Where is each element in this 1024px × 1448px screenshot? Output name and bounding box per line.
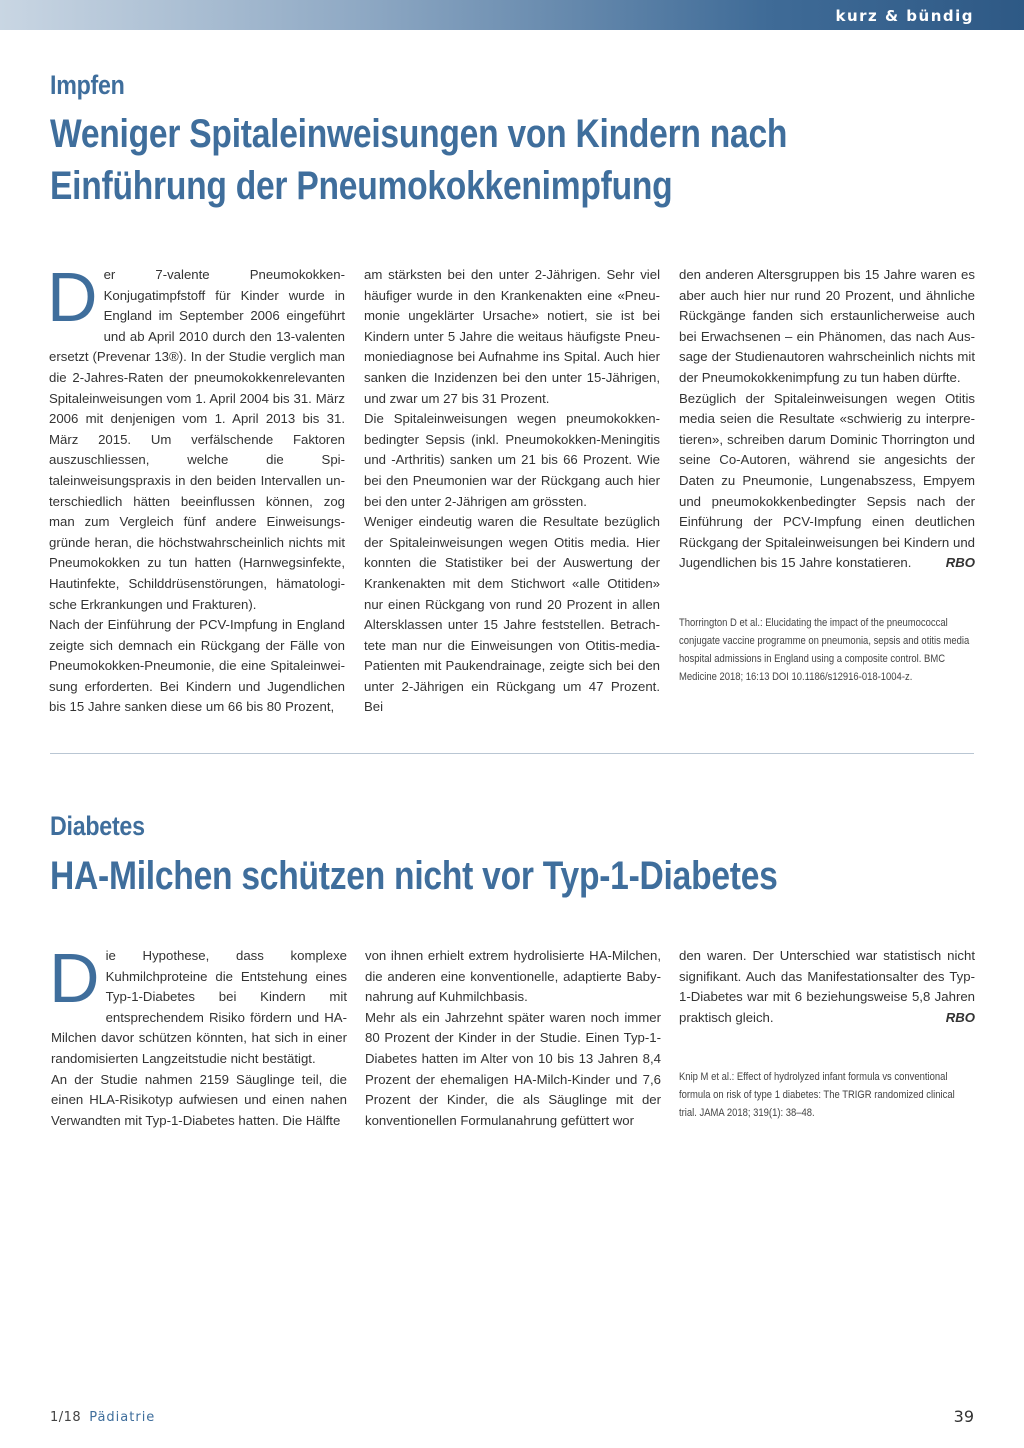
- section-label: kurz & bündig: [835, 7, 974, 25]
- article1-col2-paragraph-2: Die Spitaleinweisungen wegen pneumokokkenbedingter Sepsis (inkl. Pneumokokken-Meningitis und -Arthritis) sanken um 21 bis 66 Prozent. Wie bei den Pneumonien war der Rückgang auch hier bei den unter 2-Jährigen am grössten.: [364, 411, 660, 509]
- article1-col1-paragraph-2: Nach der Einführung der PCV-Impfung in England zeigte sich demnach ein Rückgang der Fälle von Pneumokokken-Pneumonie, die eine Spitaleinweisung erforderten. Bei Kindern und Jugendlichen bis 15 Jahre sanken diese um 66 bis 80 Prozent,: [49, 617, 345, 715]
- article2-reference: Knip M et al.: Effect of hydrolyzed infant formula vs conventional formula on risk of type 1 diabetes: The TRIGR randomized clinical trial. JAMA 2018; 319(1): 38–48.: [679, 1071, 955, 1119]
- article1-dropcap: D: [47, 258, 98, 336]
- article2-col2-paragraph-2: Mehr als ein Jahrzehnt später waren noch immer 80 Prozent der Kinder in der Studie. Einen Typ-1-Diabetes hatten im Alter von 10 bis 13 Jahren 8,4 Prozent der ehemaligen HA-Milch-Kinder und 7,6 Prozent der Kinder, die als Säuglinge mit der konventionellen Formulanahrung gefüttert wor: [365, 1009, 661, 1128]
- article1-col2-paragraph-3: Weniger eindeutig waren die Resultate bezüglich der Spitaleinweisungen wegen Otitis media. Hier konnten die Statistiker bei der Auswertung der Krankenakten mit dem Stichwort «alle Otitiden» nur einen Rückgang von rund 20 Prozent in allen Altersklassen unter 15 Jahre feststellen. Betrachtete man nur die Einweisungen von Otitis-media-Patienten mit Paukendrainage, zeigte sich bei den unter 2-Jährigen ein Rückgang um 47 Prozent. Bei: [364, 514, 660, 715]
- article1-title: Weniger Spitaleinweisungen von Kindern nach Einführung der Pneumokokkenimpfung: [50, 112, 788, 208]
- footer-page-number: 39: [953, 1407, 974, 1426]
- article2-column-2: [365, 946, 661, 1131]
- article1-kicker: Impfen: [50, 70, 125, 100]
- article2-title: HA-Milchen schützen nicht vor Typ-1-Diabetes: [50, 854, 778, 898]
- footer-magazine: Pädiatrie: [89, 1410, 156, 1425]
- footer-issue-info: [50, 1410, 155, 1425]
- article1-column-3: [679, 265, 975, 574]
- article2-kicker: Diabetes: [50, 811, 145, 841]
- article1-col3-paragraph-2-text: Bezüglich der Spitaleinweisungen wegen Otitis media seien die Resultate «schwierig zu interpretieren», schreiben darum Dominic Thorrington und seine Co-Autoren, während sie angesichts der Daten zu Pneumonie, Lungenabszess, Empyem und pneumokokkenbedingter Sepsis nach der Einführung der PCV-Impfung einen deutlichen Rückgang der Spitaleinweisungen bei Kindern und Jugendlichen bis 15 Jahre konstatieren.: [679, 390, 975, 571]
- article2-signature: RBO: [945, 1009, 975, 1025]
- article1-col3-paragraph-2: [679, 389, 975, 574]
- footer-issue: 1/18: [50, 1410, 82, 1425]
- article2-col3-paragraph-1: [679, 946, 975, 1028]
- article2-dropcap: D: [49, 939, 100, 1017]
- article2-column-1: [49, 939, 347, 1131]
- article-divider: [50, 753, 974, 754]
- article2-col1-paragraph-2: An der Studie nahmen 2159 Säuglinge teil, die einen HLA-Risikotyp aufwiesen und einen nahen Verwandten mit Typ-1-Diabetes hatten. Die Hälfte: [51, 1071, 347, 1128]
- article1-col3-paragraph-1: den anderen Altersgruppen bis 15 Jahre waren es aber auch hier nur rund 20 Prozent, und ähnliche Rückgänge fanden sich erstaunlicherweise auch bei Erwachsenen – ein Phänomen, das nach Aussage der Studienautoren wahrscheinlich nichts mit der Pneumokokkenimpfung zu tun haben dürfte.: [679, 267, 975, 385]
- article1-col2-paragraph-1: am stärksten bei den unter 2-Jährigen. Sehr viel häufiger wurde in den Krankenakten eine «Pneumonie ungeklärter Ursache» notiert, sie ist bei Kindern unter 5 Jahre die weitaus häufigste Pneumoniediagnose bei Aufnahme ins Spital. Auch hier sanken die Inzidenzen bei den unter 15-Jährigen, und zwar um 27 bis 31 Prozent.: [364, 267, 660, 406]
- article1-reference: Thorrington D et al.: Elucidating the impact of the pneumococcal conjugate vaccine programme on pneumonia, sepsis and otitis media hospital admissions in England using a composite control. BMC Medicine 2018; 16:13 DOI 10.1186/s12916-018-1004-z.: [679, 617, 970, 683]
- article2-col3-paragraph-1-text: den waren. Der Unterschied war statistisch nicht signifikant. Auch das Manifestationsalter des Typ-1-Diabetes war mit 6 beziehungsweise 5,8 Jahren praktisch gleich.: [679, 948, 975, 1025]
- article2-column-3: [679, 946, 975, 1028]
- article1-column-1: [47, 258, 345, 718]
- article1-column-2: [364, 265, 660, 718]
- article1-signature: RBO: [945, 555, 975, 571]
- article1-col1-paragraph-1: er 7-valente Pneumokokken-Konjugatimpfstoff für Kinder wurde in England im September 2006 eingeführt und ab April 2010 durch den 13-valenten ersetzt (Prevenar 13®). In der Studie verglich man die 2-Jahres-Raten der pneumokokkenrelevanten Spitaleinweisungen vom 1. April 2004 bis 31. März 2006 mit denjenigen vom 1. April 2013 bis 31. März 2015. Um verfälschende Faktoren auszuschliessen, welche die Spitaleinweisungspraxis in den beiden Intervallen unterschiedlich hätten beeinflussen können, zog man zum Vergleich fünf andere Einweisungsgründe heran, die höchstwahrscheinlich nichts mit Pneumokokken zu tun hatten (Harnwegsinfekte, Hautinfekte, Schilddrüsenstörungen, hämatologische Erkrankungen und Frakturen).: [49, 267, 345, 612]
- article2-col2-paragraph-1: von ihnen erhielt extrem hydrolisierte HA-Milchen, die anderen eine konventionelle, adaptierte Babynahrung auf Kuhmilchbasis.: [365, 948, 661, 1005]
- section-header-bar: [0, 0, 1024, 30]
- article2-col1-paragraph-1: ie Hypothese, dass komplexe Kuhmilchproteine die Entstehung eines Typ-1-Diabetes bei Kindern mit entsprechendem Risiko fördern und HA-Milchen davor schützen könnten, hat sich in einer randomisierten Langzeitstudie nicht bestätigt.: [51, 948, 347, 1066]
